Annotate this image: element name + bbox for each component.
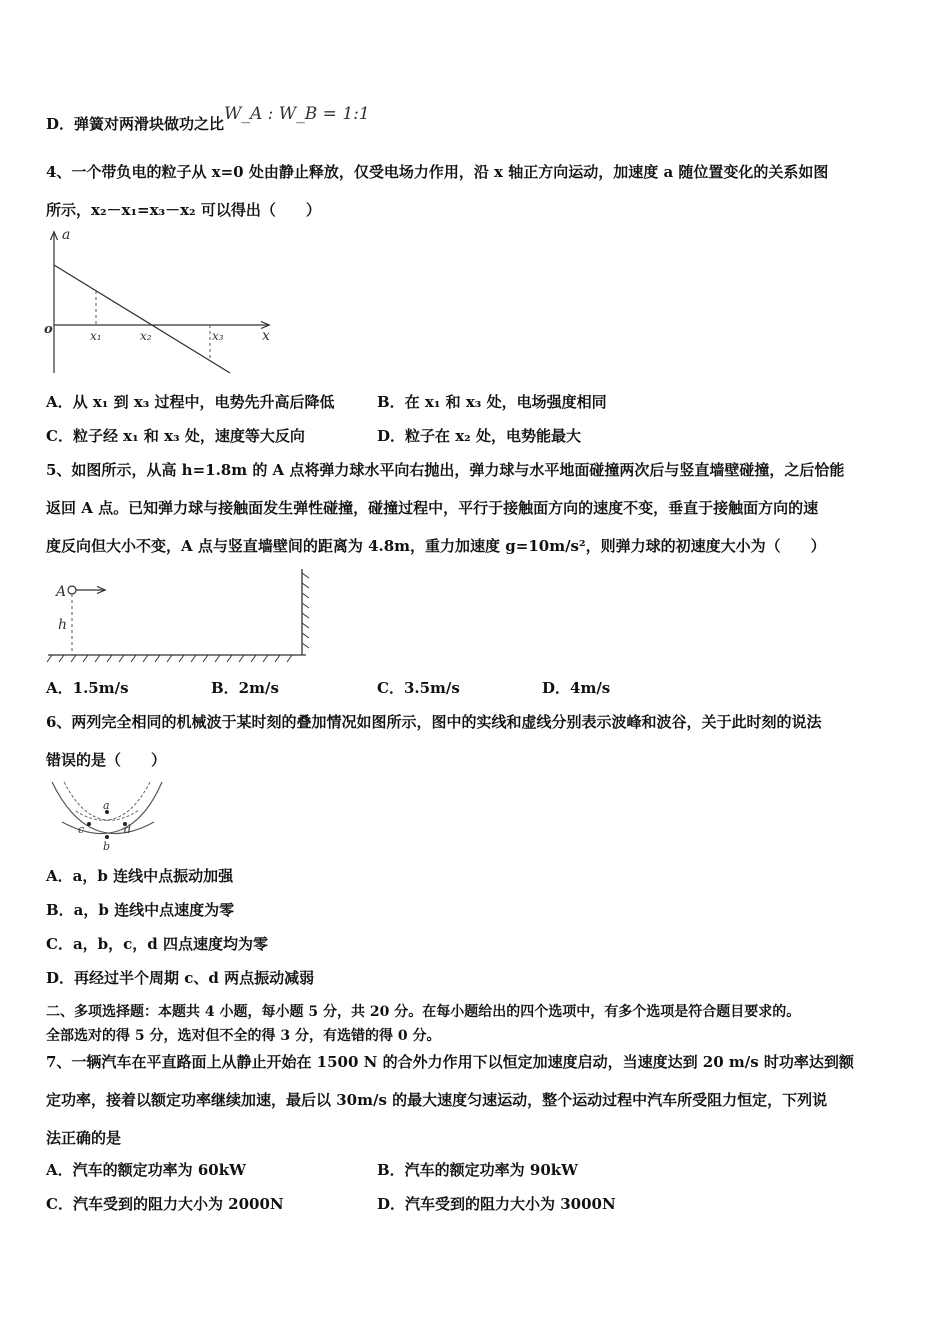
q5-figure — [44, 565, 314, 665]
q4-tick-x2: x₂ — [140, 329, 152, 343]
q6-option-d[interactable]: D．再经过半个周期 c、d 两点振动减弱 — [46, 969, 315, 987]
q6-trough-right — [74, 782, 150, 820]
q5-label-h: h — [58, 617, 68, 633]
q6-figure — [44, 780, 174, 852]
section2-header-line1: 二、多项选择题：本题共 4 小题，每小题 5 分，共 20 分。在每小题给出的四个选项中，有多个选项是符合题目要求的。 — [46, 1004, 801, 1020]
q4-graph — [40, 225, 290, 380]
q6-point-b — [105, 835, 109, 839]
q5-stem-line1: 5、如图所示，从高 h=1.8m 的 A 点将弹力球水平向右抛出，弹力球与水平地面碰撞两次后与竖直墙壁碰撞，之后恰能 — [46, 461, 845, 479]
q4-tick-x1: x₁ — [90, 329, 102, 343]
q6-option-c[interactable]: C．a，b，c，d 四点速度均为零 — [46, 935, 268, 953]
q4-stem-line2: 所示，x₂－x₁=x₃－x₂ 可以得出（ ） — [46, 201, 321, 219]
q6-option-b[interactable]: B．a，b 连线中点速度为零 — [46, 901, 235, 919]
q4-option-c[interactable]: C．粒子经 x₁ 和 x₃ 处，速度等大反向 — [46, 427, 305, 445]
q4-stem-line1: 4、一个带负电的粒子从 x=0 处由静止释放，仅受电场力作用，沿 x 轴正方向运动，加速度 a 随位置变化的关系如图 — [46, 163, 829, 181]
q5-wall-hatch — [302, 573, 309, 648]
q7-stem-line1: 7、一辆汽车在平直路面上从静止开始在 1500 N 的合外力作用下以恒定加速度启动，当速度达到 20 m/s 时功率达到额 — [46, 1053, 854, 1071]
q7-option-a[interactable]: A．汽车的额定功率为 60kW — [46, 1161, 246, 1179]
q7-option-c[interactable]: C．汽车受到的阻力大小为 2000N — [46, 1195, 284, 1213]
q5-option-d[interactable]: D．4m/s — [542, 679, 611, 697]
q6-label-a: a — [103, 799, 110, 812]
q6-trough-left — [64, 782, 139, 820]
q7-stem-line3: 法正确的是 — [46, 1129, 122, 1147]
q5-ball — [68, 586, 76, 594]
q4-origin-label: o — [44, 322, 53, 337]
q6-stem-line1: 6、两列完全相同的机械波于某时刻的叠加情况如图所示，图中的实线和虚线分别表示波峰和波谷，关于此时刻的说法 — [46, 713, 822, 731]
q6-label-b: b — [103, 840, 111, 852]
q7-stem-line2: 定功率，接着以额定功率继续加速，最后以 30m/s 的最大速度匀速运动，整个运动过程中汽车所受阻力恒定，下列说 — [46, 1091, 828, 1109]
q5-option-a[interactable]: A．1.5m/s — [46, 679, 129, 697]
q6-stem-line2: 错误的是（ ） — [46, 751, 167, 769]
q7-option-d[interactable]: D．汽车受到的阻力大小为 3000N — [377, 1195, 616, 1213]
q6-label-c: c — [78, 823, 85, 836]
q4-option-d[interactable]: D．粒子在 x₂ 处，电势能最大 — [377, 427, 581, 445]
q4-tick-x3: x₃ — [212, 329, 224, 343]
q4-x-label: x — [262, 328, 270, 344]
q4-a-line — [54, 265, 230, 373]
q5-ground-hatch — [47, 655, 292, 662]
q5-stem-line3: 度反向但大小不变，A 点与竖直墙壁间的距离为 4.8m，重力加速度 g=10m/s²，则弹力球的初速度大小为（ ） — [46, 537, 826, 555]
q6-option-a[interactable]: A．a，b 连线中点振动加强 — [46, 867, 234, 885]
q5-option-c[interactable]: C．3.5m/s — [377, 679, 460, 697]
q4-option-b[interactable]: B．在 x₁ 和 x₃ 处，电场强度相同 — [377, 393, 607, 411]
q7-option-b[interactable]: B．汽车的额定功率为 90kW — [377, 1161, 579, 1179]
q6-label-d: d — [124, 823, 132, 836]
q3-option-d-text: D．弹簧对两滑块做功之比 — [46, 115, 225, 133]
q5-stem-line2: 返回 A 点。已知弹力球与接触面发生弹性碰撞，碰撞过程中，平行于接触面方向的速度不变，垂直于接触面方向的速 — [46, 499, 819, 517]
q5-option-b[interactable]: B．2m/s — [211, 679, 279, 697]
q4-option-a[interactable]: A．从 x₁ 到 x₃ 过程中，电势先升高后降低 — [46, 393, 335, 411]
q5-label-a: A — [56, 584, 67, 600]
q4-y-label: a — [62, 227, 71, 243]
q3-option-d[interactable] — [46, 104, 370, 134]
section2-header-line2: 全部选对的得 5 分，选对但不全的得 3 分，有选错的得 0 分。 — [46, 1028, 441, 1044]
q3-option-d-formula: W_A : W_B = 1:1 — [224, 104, 370, 124]
q6-point-c — [87, 822, 91, 826]
